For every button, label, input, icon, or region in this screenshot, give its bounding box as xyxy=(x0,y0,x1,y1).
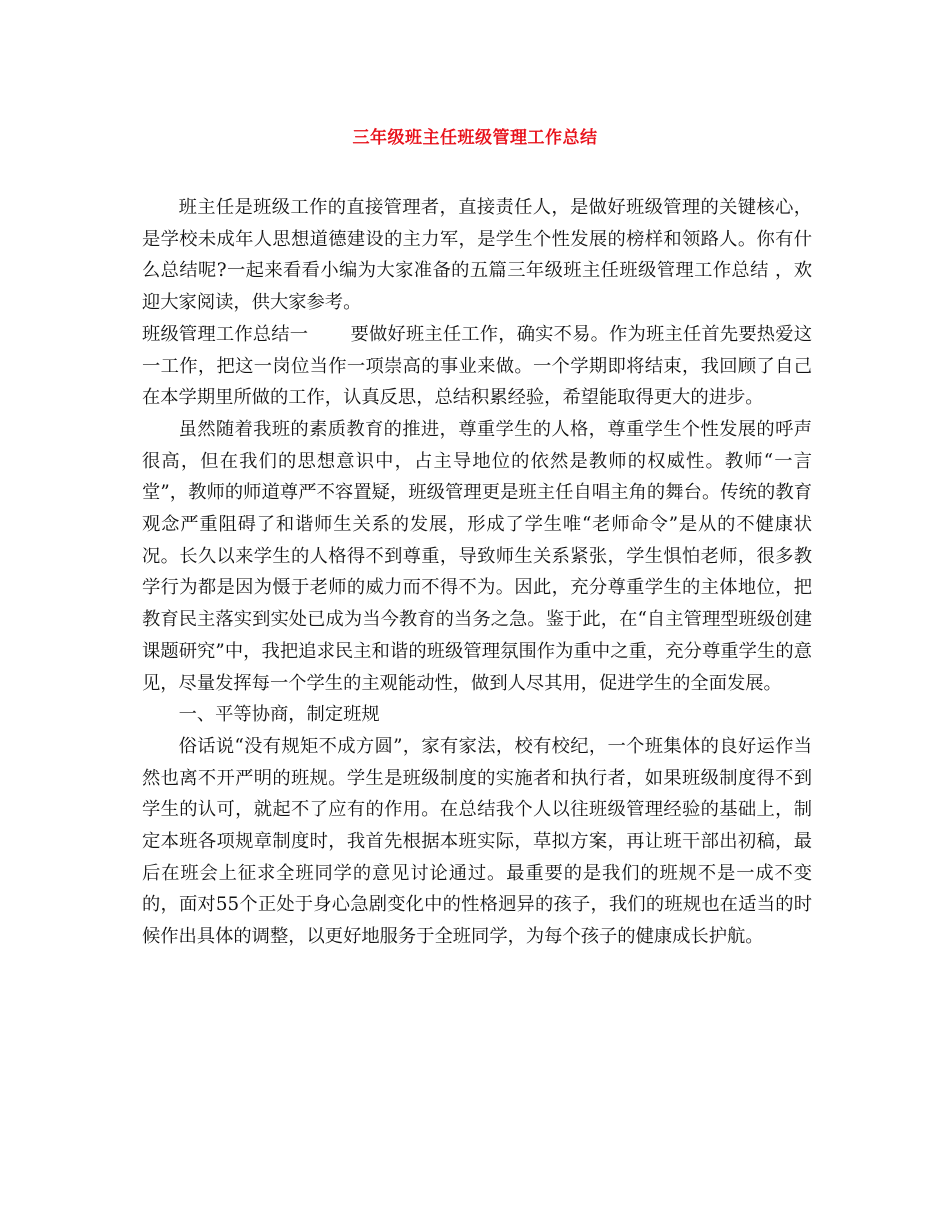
section-first-text: 要做好班主任工作，确实不易。作为班主任首先要热爱这一工作，把这一岗位当作一项崇高的事业来做。一个学期即将结束，我回顾了自己在本学期里所做的工作，认真反思，总结积累经验，希望能取得更大的进步。 xyxy=(142,323,813,409)
section-label: 班级管理工作总结一 xyxy=(142,323,309,345)
section-heading-1: 一、平等协商，制定班规 xyxy=(178,704,380,726)
paragraph-2: 虽然随着我班的素质教育的推进，尊重学生的人格，尊重学生个性发展的呼声很高，但在我们的思想意识中，占主导地位的依然是教师的权威性。教师“一言堂”，教师的师道尊严不容置疑，班级管理更是班主任自唱主角的舞台。传统的教育观念严重阻碍了和谐师生关系的发展，形成了学生唯“老师命令”是从的不健康状况。长久以来学生的人格得不到尊重，导致师生关系紧张，学生惧怕老师，很多教学行为都是因为慑于老师的威力而不得不为。因此，充分尊重学生的主体地位，把教育民主落实到实处已成为当今教育的当务之急。鉴于此，在“自主管理型班级创建课题研究”中，我把追求民主和谐的班级管理氛围作为重中之重，充分尊重学生的意见，尽量发挥每一个学生的主观能动性，做到人尽其用，促进学生的全面发展。 xyxy=(142,418,812,694)
paragraph-3: 俗话说“没有规矩不成方圆”，家有家法，校有校纪，一个班集体的良好运作当然也离不开严明的班规。学生是班级制度的实施者和执行者，如果班级制度得不到学生的认可，就起不了应有的作用。在总结我个人以往班级管理经验的基础上，制定本班各项规章制度时，我首先根据本班实际，草拟方案，再让班干部出初稿，最后在班会上征求全班同学的意见讨论通过。最重要的是我们的班规不是一成不变的，面对55个正处于身心急剧变化中的性格迥异的孩子，我们的班规也在适当的时候作出具体的调整，以更好地服务于全班同学，为每个孩子的健康成长护航。 xyxy=(142,735,812,948)
document-title: 三年级班主任班级管理工作总结 xyxy=(352,128,598,148)
intro-paragraph: 班主任是班级工作的直接管理者，直接责任人，是做好班级管理的关键核心，是学校未成年人思想道德建设的主力军，是学生个性发展的榜样和领路人。你有什么总结呢?一起来看看小编为大家准备的五篇三年级班主任班级管理工作总结 ，欢迎大家阅读，供大家参考。 xyxy=(142,197,812,314)
document-body xyxy=(142,192,812,953)
section-first-paragraph xyxy=(142,319,812,414)
